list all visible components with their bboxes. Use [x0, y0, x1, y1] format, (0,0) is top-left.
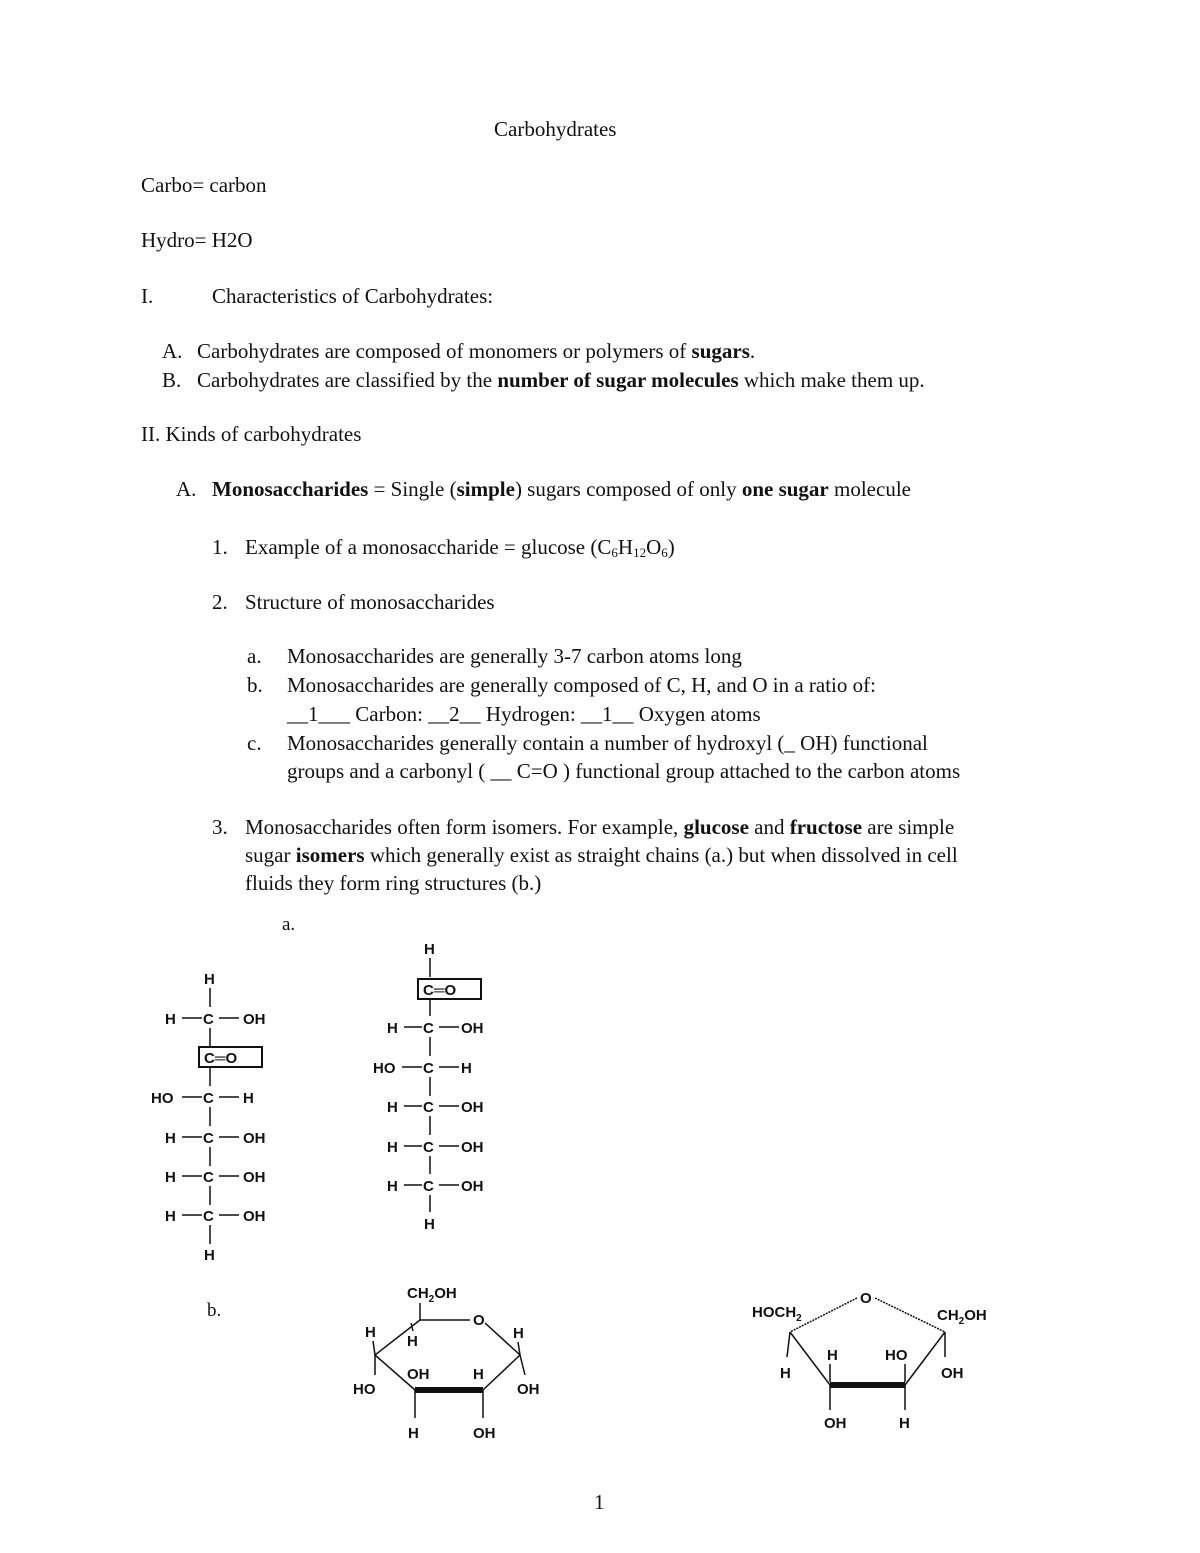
section-2-heading: II. Kinds of carbohydrates	[141, 422, 362, 446]
section-1-heading: Characteristics of Carbohydrates:	[212, 284, 494, 308]
section-2-a-text: Monosaccharides = Single (simple) sugars composed of only one sugar molecule	[212, 477, 911, 501]
definition-hydro: Hydro= H2O	[141, 228, 253, 252]
svg-text:C: C	[203, 1090, 214, 1107]
fructose-chain-diagram	[140, 960, 300, 1270]
svg-text:OH: OH	[461, 1020, 484, 1037]
svg-text:OH: OH	[517, 1381, 540, 1398]
section-1-b-text: Carbohydrates are classified by the number of sugar molecules which make them up.	[197, 368, 925, 392]
item-3-text-line3: fluids they form ring structures (b.)	[245, 871, 542, 895]
svg-text:C: C	[203, 1208, 214, 1225]
svg-text:H: H	[365, 1324, 376, 1341]
section-1-b-letter: B.	[162, 368, 182, 392]
svg-text:H: H	[780, 1365, 791, 1382]
svg-text:C═O: C═O	[423, 982, 457, 999]
sub-b-text: Monosaccharides are generally composed of C, H, and O in a ratio of:	[287, 673, 876, 697]
svg-text:OH: OH	[243, 1208, 266, 1225]
svg-text:OH: OH	[461, 1178, 484, 1195]
svg-text:H: H	[165, 1169, 176, 1186]
svg-text:H: H	[165, 1011, 176, 1028]
atom-h-top: H	[204, 971, 215, 988]
svg-text:OH: OH	[407, 1366, 430, 1383]
svg-text:H: H	[408, 1425, 419, 1442]
svg-text:H: H	[165, 1208, 176, 1225]
svg-text:H: H	[424, 1216, 435, 1233]
svg-text:OH: OH	[461, 1099, 484, 1116]
item-1-text: Example of a monosaccharide = glucose $(C_6H_{12}O_6)$	[245, 535, 675, 560]
item-3-text: Monosaccharides often form isomers. For example, glucose and fructose are simple	[245, 815, 955, 839]
sub-b-ratio: __1___ Carbon: __2__ Hydrogen: __1__ Oxygen atoms	[287, 702, 761, 726]
sub-b-letter: b.	[247, 673, 263, 697]
section-1-a-letter: A.	[162, 339, 183, 363]
svg-text:CH2OH: $CH_2OH$	[407, 1285, 457, 1305]
svg-text:H: H	[387, 1020, 398, 1037]
figure-label-a: a.	[282, 914, 296, 935]
svg-text:HO: HO	[151, 1090, 174, 1107]
svg-text:O: O	[860, 1290, 872, 1307]
svg-text:C: C	[203, 1011, 214, 1028]
svg-text:OH: OH	[461, 1139, 484, 1156]
svg-text:OH: OH	[243, 1130, 266, 1147]
fructose-ring-diagram	[745, 1282, 1015, 1452]
svg-text:H: H	[513, 1325, 524, 1342]
definition-carbo: Carbo= carbon	[141, 173, 267, 197]
svg-text:H: H	[827, 1347, 838, 1364]
sub-a-text: Monosaccharides are generally 3-7 carbon atoms long	[287, 644, 742, 668]
item-2-text: Structure of monosaccharides	[245, 590, 495, 614]
section-1-a-text: Carbohydrates are composed of monomers or polymers of sugars.	[197, 339, 756, 363]
sub-a-letter: a.	[247, 644, 262, 668]
svg-text:C: C	[423, 1139, 434, 1156]
svg-text:O: O	[473, 1312, 485, 1329]
svg-text:OH: OH	[941, 1365, 964, 1382]
item-3-text-line2: sugar isomers which generally exist as straight chains (a.) but when dissolved in cell	[245, 843, 958, 867]
item-3-number: 3.	[212, 815, 228, 839]
svg-text:C: C	[423, 1099, 434, 1116]
svg-text:C: C	[423, 1178, 434, 1195]
svg-text:H: H	[899, 1415, 910, 1432]
svg-text:C: C	[423, 1020, 434, 1037]
svg-text:HO: HO	[353, 1381, 376, 1398]
svg-text:OH: OH	[243, 1169, 266, 1186]
svg-text:C: C	[203, 1130, 214, 1147]
svg-text:H: H	[387, 1178, 398, 1195]
glucose-chain-diagram	[360, 930, 520, 1240]
svg-text:C: C	[203, 1169, 214, 1186]
svg-text:H: H	[407, 1333, 418, 1350]
section-1-number: I.	[141, 284, 154, 308]
svg-text:HO: HO	[885, 1347, 908, 1364]
page-number: 1	[594, 1490, 605, 1514]
item-1-number: 1.	[212, 535, 228, 559]
svg-text:H: H	[461, 1060, 472, 1077]
svg-text:H: H	[243, 1090, 254, 1107]
svg-text:HO: HO	[373, 1060, 396, 1077]
item-2-number: 2.	[212, 590, 228, 614]
svg-text:H: H	[165, 1130, 176, 1147]
sub-c-text-line2: groups and a carbonyl ( __ C=O ) functional group attached to the carbon atoms	[287, 759, 961, 783]
sub-c-text: Monosaccharides generally contain a number of hydroxyl (_ OH) functional	[287, 731, 928, 755]
figure-label-b: b.	[207, 1300, 222, 1321]
page-title: Carbohydrates	[494, 117, 617, 141]
svg-text:OH: OH	[243, 1011, 266, 1028]
svg-text:HOCH2: $HOCH_2$	[752, 1304, 802, 1324]
svg-text:C: C	[423, 1060, 434, 1077]
svg-text:OH: OH	[473, 1425, 496, 1442]
section-2-a-letter: A.	[176, 477, 197, 501]
glucose-ring-diagram	[345, 1275, 555, 1450]
svg-text:H: H	[387, 1139, 398, 1156]
sub-c-letter: c.	[247, 731, 262, 755]
svg-text:H: H	[204, 1247, 215, 1264]
svg-text:OH: OH	[824, 1415, 847, 1432]
svg-text:H: H	[424, 941, 435, 958]
svg-text:CH2OH: $CH_2OH$	[937, 1307, 987, 1327]
svg-text:C═O: C═O	[204, 1050, 238, 1067]
svg-text:H: H	[473, 1366, 484, 1383]
svg-text:H: H	[387, 1099, 398, 1116]
